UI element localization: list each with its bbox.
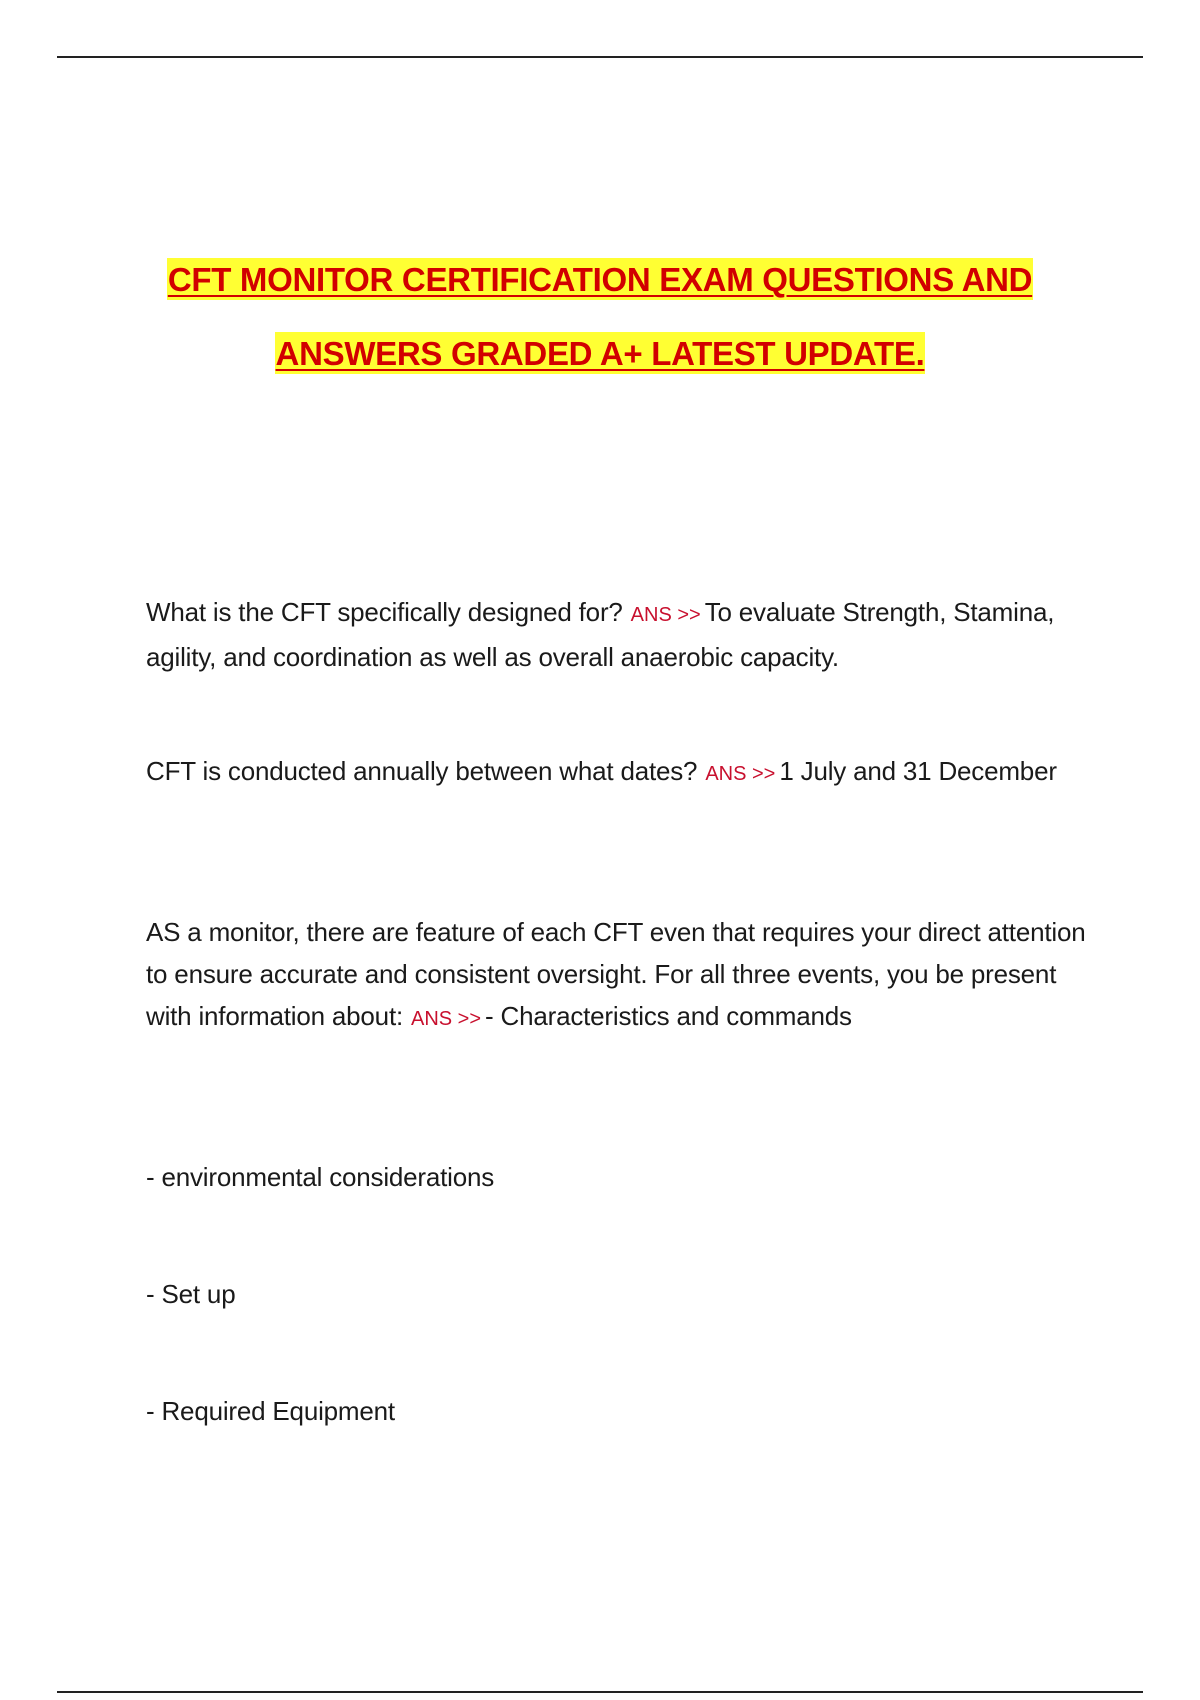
answer-marker: ANS >> bbox=[411, 1008, 482, 1030]
list-item: - Required Equipment bbox=[146, 1396, 395, 1426]
question-text: CFT is conducted annually between what dates? bbox=[146, 756, 698, 786]
answer-text: To evaluate Strength, Stamina, agility, and coordination as well as overall anaerobic capacity. bbox=[146, 597, 1055, 672]
qa-item bbox=[146, 591, 1086, 678]
answer-marker: ANS >> bbox=[705, 763, 776, 785]
list-item: - environmental considerations bbox=[146, 1162, 495, 1192]
document-title bbox=[0, 258, 1200, 374]
qa-item bbox=[146, 911, 1086, 1040]
qa-item bbox=[146, 750, 1086, 795]
answer-text: 1 July and 31 December bbox=[779, 756, 1057, 786]
title-line-2: ANSWERS GRADED A+ LATEST UPDATE. bbox=[275, 332, 926, 374]
title-line-1: CFT MONITOR CERTIFICATION EXAM QUESTIONS AND bbox=[167, 258, 1033, 300]
answer-marker: ANS >> bbox=[630, 604, 701, 626]
header-rule bbox=[57, 56, 1143, 58]
question-text: AS a monitor, there are feature of each CFT even that requires your direct attention to ensure accurate and consistent oversight. For all three events, you be present with information about: bbox=[146, 917, 1086, 1031]
question-text: What is the CFT specifically designed for? bbox=[146, 597, 623, 627]
footer-rule bbox=[57, 1691, 1143, 1693]
answer-text: - Characteristics and commands bbox=[485, 1001, 852, 1031]
list-item: - Set up bbox=[146, 1279, 236, 1309]
